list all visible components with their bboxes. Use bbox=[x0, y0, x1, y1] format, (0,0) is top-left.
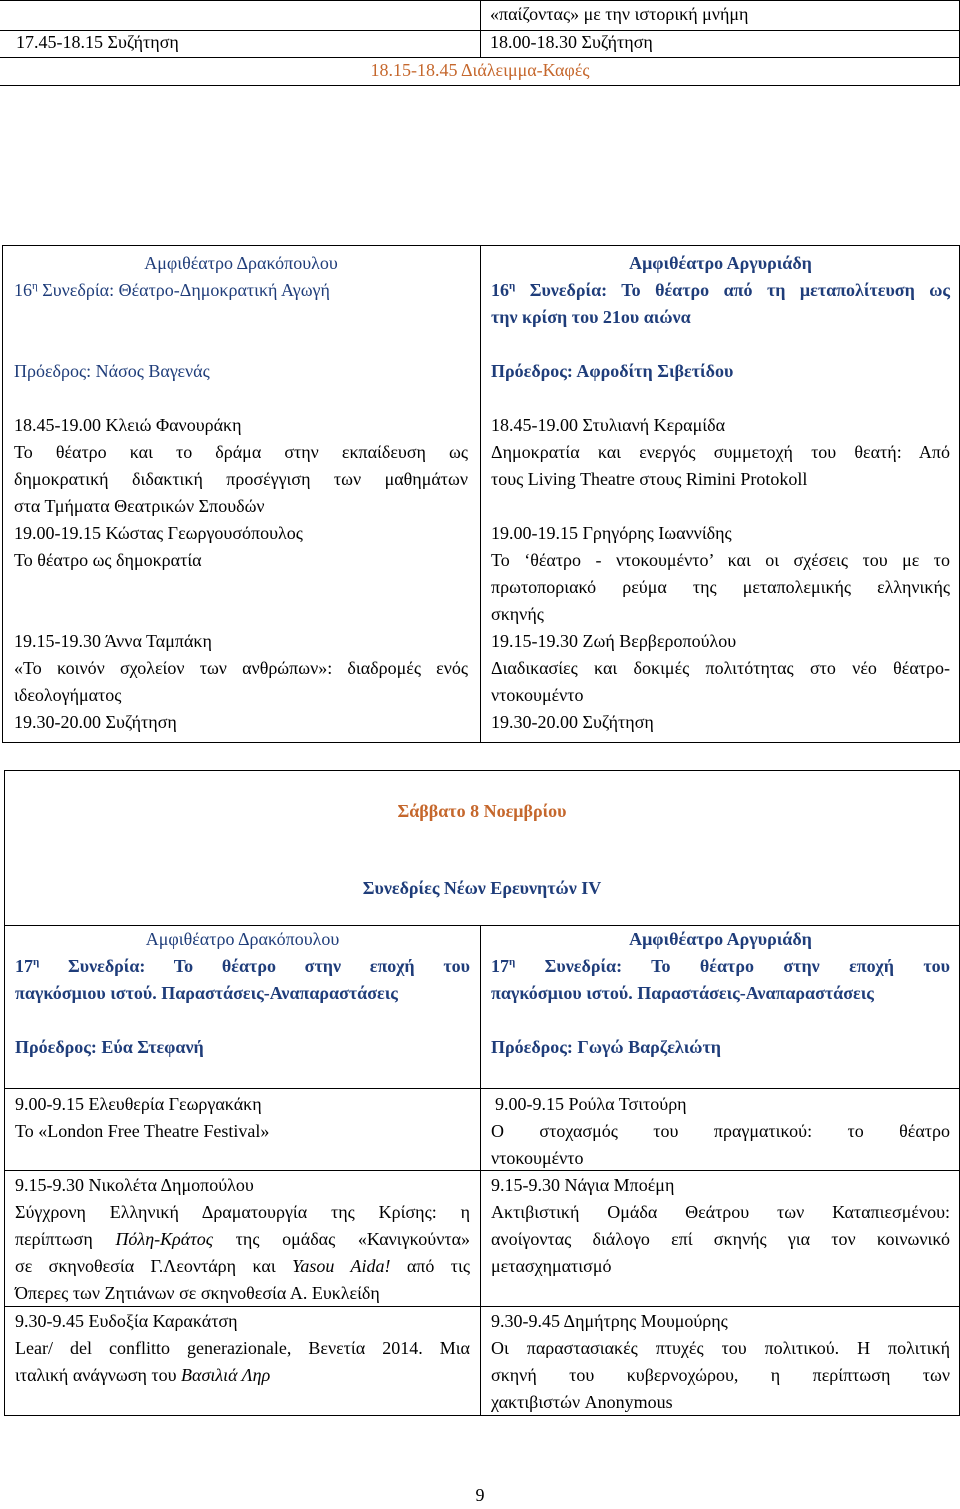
session16-left: Αμφιθέατρο Δρακόπουλου $16^\eta$ Συνεδρία: Θέατρο-Δημοκρατική Αγωγή Πρόεδρος: Νάσος Βαγενάς 18.45-19.00 Κλειώ Φανουράκη Το θέατρο και το δράμα στην εκπαίδευση ως δημοκρατική διδακτική προσέγγιση των μαθημάτων στα Τμήματα Θεατρικών Σπουδών 19.00-19.15 Κώστας Γεωργουσόπουλος Το θέατρο ως δημοκρατία 19.15-19.30 Άννα Ταμπάκη «Το κοινόν σχολείον των ανθρώπων»: διαδρομές ενός ιδεολογήματος 19.30-20.00 Συζήτηση bbox=[2, 250, 480, 736]
discussion: 19.30-20.00 Συζήτηση bbox=[14, 712, 177, 732]
talk-title: Ακτιβιστική Ομάδα Θεάτρου των Καταπιεσμένου: bbox=[491, 1202, 950, 1222]
talk-time-speaker: 18.45-19.00 Κλειώ Φανουράκη bbox=[14, 415, 242, 435]
talk-title: Το «London Free Theatre Festival» bbox=[15, 1121, 270, 1141]
session17-left-header: Αμφιθέατρο Δρακόπουλου $17^\eta$ Συνεδρία: Το θέατρο στην εποχή του παγκόσμιου ιστού. Παραστάσεις-Αναπαραστάσεις Πρόεδρος: Εύα Στεφανή bbox=[4, 926, 480, 1061]
session17-left-talk2: 9.15-9.30 Νικολέτα Δημοπούλου Σύγχρονη Ελληνική Δραματουργία της Κρίσης: η περίπτωση Πόλη-Κράτος της ομάδας «Κανιγκούντα» σε σκηνοθεσία Γ.Λεοντάρη και Yasou Aida! από τις Όπερες των Ζητιάνων σε σκηνοθεσία Α. Ευκλείδη bbox=[4, 1172, 480, 1307]
talk-time-speaker: 9.30-9.45 Δημήτρης Μουμούρης bbox=[491, 1311, 728, 1331]
talk-time-speaker: 18.45-19.00 Στυλιανή Κεραμίδα bbox=[491, 415, 725, 435]
discussion: 19.30-20.00 Συζήτηση bbox=[491, 712, 654, 732]
session-chair: Πρόεδρος: Αφροδίτη Σιβετίδου bbox=[491, 361, 734, 381]
day-heading: Σάββατο 8 Νοεμβρίου bbox=[397, 801, 567, 821]
talk-time-speaker: 19.15-19.30 Ζωή Βερβεροπούλου bbox=[491, 631, 737, 651]
session-chair: Πρόεδρος: Εύα Στεφανή bbox=[15, 1037, 204, 1057]
talk-title: Δημοκρατία και ενεργός συμμετοχή του θεατή: Από bbox=[491, 442, 950, 462]
hall-name: Αμφιθέατρο Αργυριάδη bbox=[629, 253, 812, 273]
talk-title: Οι παραστασιακές πτυχές του πολιτικού. Η πολιτική bbox=[491, 1338, 950, 1358]
talk-title: Το θέατρο και το δράμα στην εκπαίδευση ως bbox=[14, 442, 468, 462]
talk-title: Διαδικασίες και δοκιμές πολιτότητας στο νέο θέατρο- bbox=[491, 658, 950, 678]
talk-title: Σύγχρονη Ελληνική Δραματουργία της Κρίσης: η bbox=[15, 1202, 470, 1222]
session17-right-talk3: 9.30-9.45 Δημήτρης Μουμούρης Οι παραστασιακές πτυχές του πολιτικού. Η πολιτική σκηνή του κυβερνοχώρου, η περίπτωση των χακτιβιστών Anonymous bbox=[480, 1308, 960, 1416]
talk-title: «Το κοινόν σχολείον των ανθρώπων»: διαδρομές ενός bbox=[14, 658, 468, 678]
talk-time-speaker: 9.30-9.45 Ευδοξία Καρακάτση bbox=[15, 1311, 238, 1331]
talk-title: Το θέατρο ως δημοκρατία bbox=[14, 550, 202, 570]
session17-right-talk2: 9.15-9.30 Νάγια Μποέμη Ακτιβιστική Ομάδα Θεάτρου των Καταπιεσμένου: ανοίγοντας διάλογο επί σκηνής για τον κοινωνικό μετασχηματισμό bbox=[480, 1172, 960, 1280]
session-title: $16^\eta$ Συνεδρία: Θέατρο-Δημοκρατική Αγωγή bbox=[14, 280, 330, 300]
session-title: $16^\eta$ Συνεδρία: Το θέατρο από τη μεταπολίτευση ως bbox=[491, 280, 950, 300]
session16-right: Αμφιθέατρο Αργυριάδη $16^\eta$ Συνεδρία: Το θέατρο από τη μεταπολίτευση ως την κρίση του 21ου αιώνα Πρόεδρος: Αφροδίτη Σιβετίδου 18.45-19.00 Στυλιανή Κεραμίδα Δημοκρατία και ενεργός συμμετοχή του θεατή: Από τους Living Theatre στους Rimini Protokoll 19.00-19.15 Γρηγόρης Ιωαννίδης Το ‘θέατρο - ντοκουμέντο’ και οι σχέσεις του με το πρωτοποριακό ρεύμα της μεταπολεμικής ελληνικής σκηνής 19.15-19.30 Ζωή Βερβεροπούλου Διαδικασίες και δοκιμές πολιτότητας στο νέο θέατρο- ντοκουμέντο 19.30-20.00 Συζήτηση bbox=[480, 250, 960, 736]
session17-right-talk1: 9.00-9.15 Ρούλα Τσιτούρη Ο στοχασμός του πραγματικού: το θέατρο ντοκουμέντο bbox=[480, 1091, 960, 1172]
talk-time-speaker: 9.15-9.30 Νάγια Μποέμη bbox=[491, 1175, 675, 1195]
talk-title: Το ‘θέατρο - ντοκουμέντο’ και οι σχέσεις του με το bbox=[491, 550, 950, 570]
talk-time-speaker: 19.00-19.15 Κώστας Γεωργουσόπουλος bbox=[14, 523, 303, 543]
session-title: $17^\eta$ Συνεδρία: Το θέατρο στην εποχή του bbox=[491, 956, 950, 976]
session17-left-talk1 bbox=[4, 1091, 480, 1145]
talk-title: Ο στοχασμός του πραγματικού: το θέατρο bbox=[491, 1121, 950, 1141]
section-heading: Συνεδρίες Νέων Ερευνητών IV bbox=[362, 878, 602, 898]
session17-right-header: Αμφιθέατρο Αργυριάδη $17^\eta$ Συνεδρία: Το θέατρο στην εποχή του παγκόσμιου ιστού. Παραστάσεις-Αναπαραστάσεις Πρόεδρος: Γωγώ Βαρζελιώτη bbox=[480, 926, 960, 1061]
coffee-break: 18.15-18.45 Διάλειμμα-Καφές bbox=[370, 60, 590, 80]
talk-time-speaker: 9.15-9.30 Νικολέτα Δημοπούλου bbox=[15, 1175, 254, 1195]
session-chair: Πρόεδρος: Νάσος Βαγενάς bbox=[14, 361, 210, 381]
hall-name: Αμφιθέατρο Δρακόπουλου bbox=[144, 253, 338, 273]
session-title: $17^\eta$ Συνεδρία: Το θέατρο στην εποχή του bbox=[15, 956, 470, 976]
page-number: 9 bbox=[475, 1485, 485, 1505]
session-chair: Πρόεδρος: Γωγώ Βαρζελιώτη bbox=[491, 1037, 721, 1057]
hall-name: Αμφιθέατρο Αργυριάδη bbox=[629, 929, 812, 949]
session17-left-talk3: 9.30-9.45 Ευδοξία Καρακάτση Lear/ del conflitto generazionale, Βενετία 2014. Μια ιταλική ανάγνωση του Βασιλιά Ληρ bbox=[4, 1308, 480, 1389]
talk-time-speaker: 9.00-9.15 Ελευθερία Γεωργακάκη bbox=[15, 1094, 262, 1114]
top-right-discussion: 18.00-18.30 Συζήτηση bbox=[490, 32, 653, 52]
talk-title: Lear/ del conflitto generazionale, Βενετία 2014. Μια bbox=[15, 1338, 470, 1358]
top-right-line: «παίζοντας» με την ιστορική μνήμη bbox=[490, 4, 749, 24]
talk-time-speaker: 19.00-19.15 Γρηγόρης Ιωαννίδης bbox=[491, 523, 732, 543]
top-left-discussion: 17.45-18.15 Συζήτηση bbox=[16, 32, 179, 52]
hall-name: Αμφιθέατρο Δρακόπουλου bbox=[145, 929, 340, 949]
talk-time-speaker: 19.15-19.30 Άννα Ταμπάκη bbox=[14, 631, 212, 651]
talk-time-speaker: 9.00-9.15 Ρούλα Τσιτούρη bbox=[495, 1094, 687, 1114]
